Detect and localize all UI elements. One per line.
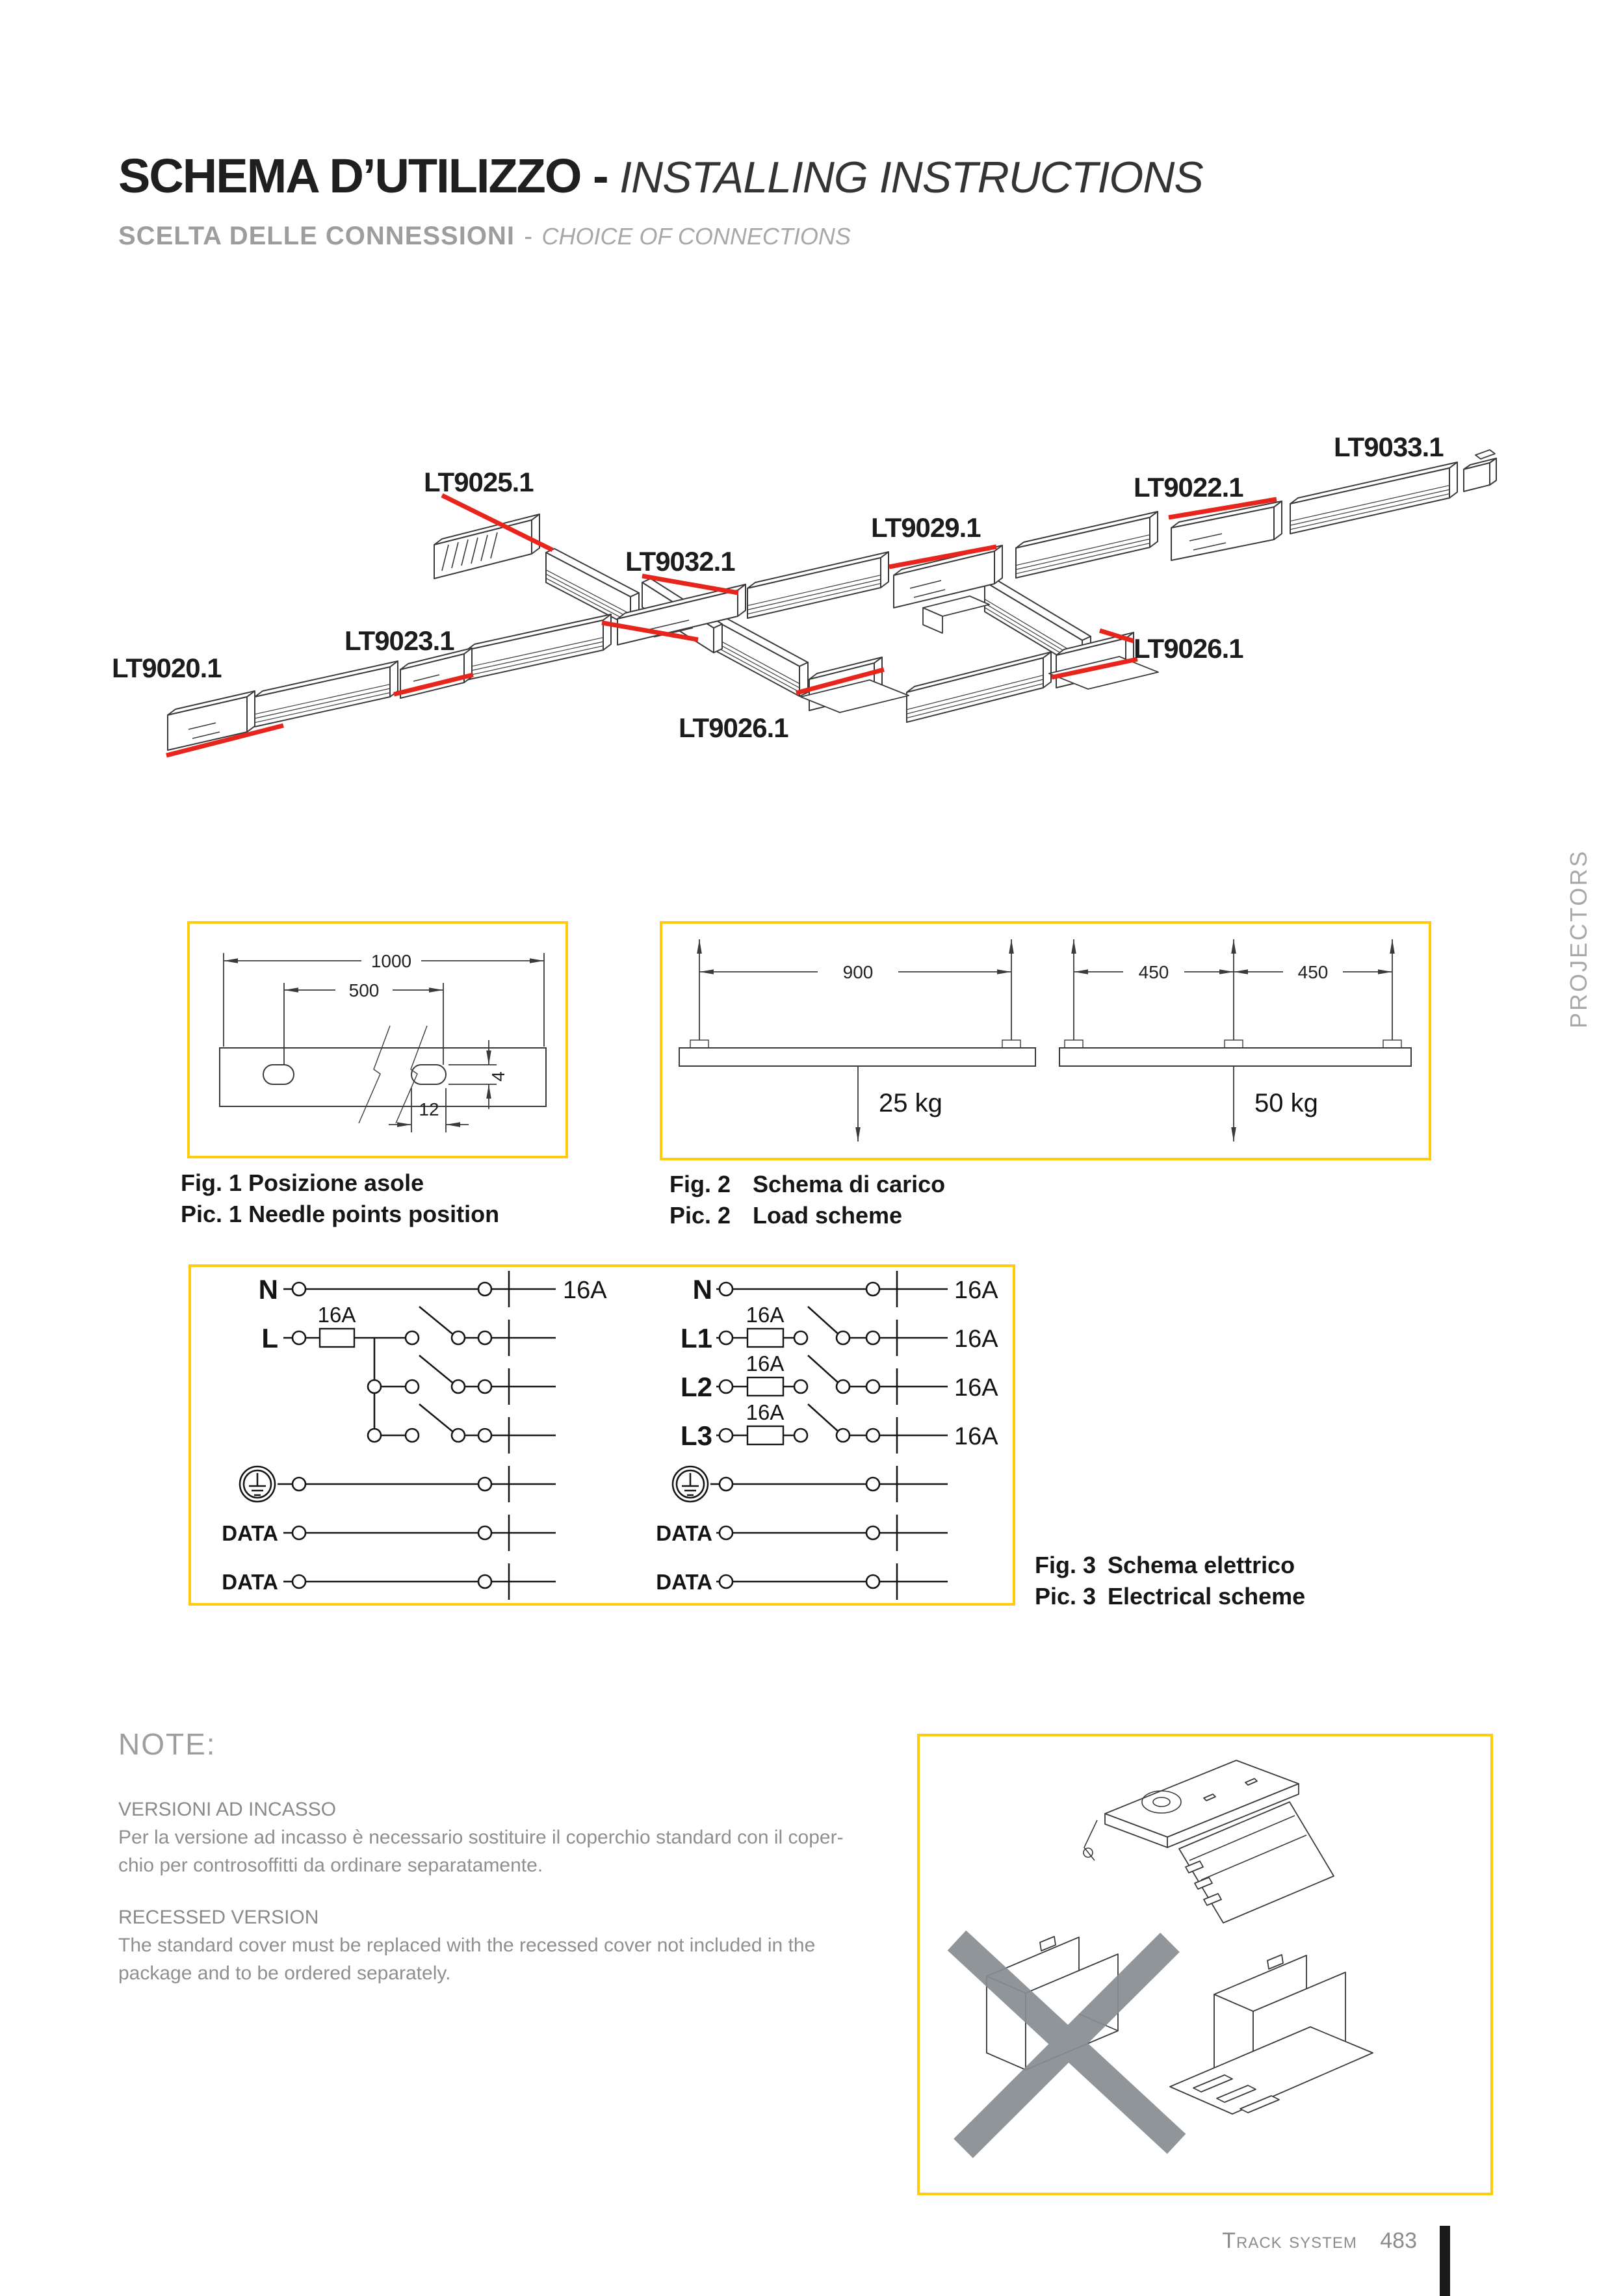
fig3-drawing bbox=[188, 1264, 1015, 1606]
scheme-single-phase bbox=[222, 1271, 607, 1600]
page-subtitle bbox=[118, 222, 1203, 251]
fig1-caption-line1: Fig. 1 Posizione asole bbox=[181, 1169, 424, 1196]
footer-section-label: Track system bbox=[1222, 2228, 1357, 2253]
fig3-caption-fig: Fig. 3 bbox=[1035, 1552, 1097, 1578]
note-heading: NOTE: bbox=[118, 1727, 216, 1761]
track-segment bbox=[712, 615, 808, 696]
track-segment bbox=[1290, 462, 1457, 534]
ground-icon bbox=[240, 1467, 275, 1502]
note-it-title: VERSIONI AD INCASSO bbox=[118, 1799, 337, 1820]
label-data: DATA bbox=[222, 1570, 278, 1594]
track-connection-diagram bbox=[97, 403, 1501, 780]
footer bbox=[1105, 2228, 1417, 2254]
fig2-caption-en: Load scheme bbox=[753, 1202, 903, 1229]
fuse-16a: 16A bbox=[746, 1303, 785, 1327]
subtitle-separator: - bbox=[524, 223, 533, 250]
track-segment bbox=[255, 661, 398, 727]
fig3-caption-it: Schema elettrico bbox=[1108, 1552, 1295, 1578]
track-segment bbox=[907, 652, 1051, 722]
fig3-caption bbox=[1035, 1550, 1305, 1612]
footer-page-number: 483 bbox=[1380, 2228, 1417, 2253]
fig2-load-right: 50 kg bbox=[1254, 1089, 1318, 1117]
rating-16a: 16A bbox=[954, 1423, 998, 1450]
fig1-dim-12: 12 bbox=[419, 1099, 439, 1119]
part-label-lt9025: LT9025.1 bbox=[424, 467, 534, 497]
rating-16a: 16A bbox=[954, 1277, 998, 1304]
side-section-label: PROJECTORS bbox=[1565, 849, 1592, 1028]
fig2-dim-900: 900 bbox=[842, 962, 874, 982]
fig1-caption-line2: Pic. 1 Needle points position bbox=[181, 1201, 500, 1227]
label-l: L bbox=[261, 1323, 278, 1353]
fig1-caption bbox=[181, 1168, 499, 1230]
fig2-caption-it: Schema di carico bbox=[753, 1171, 946, 1197]
fig2-load-left: 25 kg bbox=[879, 1089, 942, 1117]
fig1-dim-1000: 1000 bbox=[370, 951, 412, 971]
footer-bar bbox=[1440, 2226, 1450, 2296]
label-data: DATA bbox=[656, 1570, 712, 1594]
track-segment bbox=[747, 552, 889, 618]
note-it-line1: Per la versione ad incasso è necessario sostituire il coperchio standard con il coper- bbox=[118, 1827, 844, 1848]
fuse-16a: 16A bbox=[317, 1303, 356, 1327]
fig3-caption-pic: Pic. 3 bbox=[1035, 1583, 1097, 1610]
fig1-drawing bbox=[187, 921, 568, 1158]
note-en-line1: The standard cover must be replaced with the recessed cover not included in the bbox=[118, 1935, 816, 1956]
recessed-illustration bbox=[917, 1734, 1493, 2195]
title-english: INSTALLING INSTRUCTIONS bbox=[619, 153, 1203, 202]
fig2-caption-fig: Fig. 2 bbox=[669, 1171, 731, 1197]
part-label-lt9032: LT9032.1 bbox=[625, 546, 735, 577]
fuse-16a: 16A bbox=[746, 1400, 785, 1424]
fuse-16a: 16A bbox=[746, 1351, 785, 1376]
fig2-caption-pic: Pic. 2 bbox=[669, 1202, 731, 1229]
rating-16a: 16A bbox=[954, 1325, 998, 1353]
fig3-caption-en: Electrical scheme bbox=[1108, 1583, 1306, 1610]
part-label-lt9026-right: LT9026.1 bbox=[1134, 633, 1243, 664]
live-end-connector bbox=[168, 691, 255, 750]
label-l3: L3 bbox=[680, 1420, 712, 1451]
fig2-drawing bbox=[660, 921, 1431, 1160]
track-segment bbox=[1016, 512, 1158, 578]
ground-icon bbox=[673, 1467, 708, 1502]
part-label-lt9022: LT9022.1 bbox=[1134, 472, 1243, 502]
flexible-connector bbox=[434, 514, 539, 579]
connector-body bbox=[1084, 1760, 1334, 1923]
part-label-lt9026-bottom: LT9026.1 bbox=[679, 712, 788, 743]
note-italian bbox=[118, 1795, 844, 1879]
label-l2: L2 bbox=[680, 1372, 712, 1402]
end-cap bbox=[1464, 458, 1496, 491]
part-label-lt9020: LT9020.1 bbox=[112, 653, 222, 683]
track-segment bbox=[467, 614, 611, 680]
scheme-three-phase bbox=[656, 1271, 998, 1600]
rating-16a: 16A bbox=[563, 1277, 607, 1304]
label-n: N bbox=[258, 1274, 278, 1305]
page-title bbox=[118, 148, 1203, 203]
fig2-dim-450-a: 450 bbox=[1138, 962, 1169, 982]
straight-joiner bbox=[1171, 501, 1282, 560]
rating-16a: 16A bbox=[954, 1374, 998, 1402]
note-en-title: RECESSED VERSION bbox=[118, 1907, 319, 1928]
recessed-cover bbox=[1170, 1955, 1373, 2114]
fig2-caption bbox=[669, 1169, 945, 1231]
note-english bbox=[118, 1903, 815, 1987]
label-data: DATA bbox=[656, 1521, 712, 1545]
part-label-lt9029: LT9029.1 bbox=[871, 512, 981, 543]
title-italian: SCHEMA D’UTILIZZO - bbox=[118, 149, 608, 203]
fig1-dim-4: 4 bbox=[488, 1071, 508, 1082]
label-n: N bbox=[692, 1274, 712, 1305]
page-header bbox=[118, 148, 1203, 251]
end-cap-flag bbox=[1475, 450, 1495, 459]
note-it-line2: chio per controsoffitti da ordinare separatamente. bbox=[118, 1855, 543, 1876]
note-en-line2: package and to be ordered separately. bbox=[118, 1963, 451, 1984]
subtitle-english: CHOICE OF CONNECTIONS bbox=[541, 223, 851, 250]
subtitle-italian: SCELTA DELLE CONNESSIONI bbox=[118, 222, 515, 250]
part-label-lt9023: LT9023.1 bbox=[344, 625, 454, 656]
label-data: DATA bbox=[222, 1521, 278, 1545]
label-l1: L1 bbox=[680, 1323, 712, 1353]
fig1-dim-500: 500 bbox=[348, 980, 380, 1000]
part-label-lt9033: LT9033.1 bbox=[1334, 432, 1444, 462]
fig2-dim-450-b: 450 bbox=[1297, 962, 1329, 982]
